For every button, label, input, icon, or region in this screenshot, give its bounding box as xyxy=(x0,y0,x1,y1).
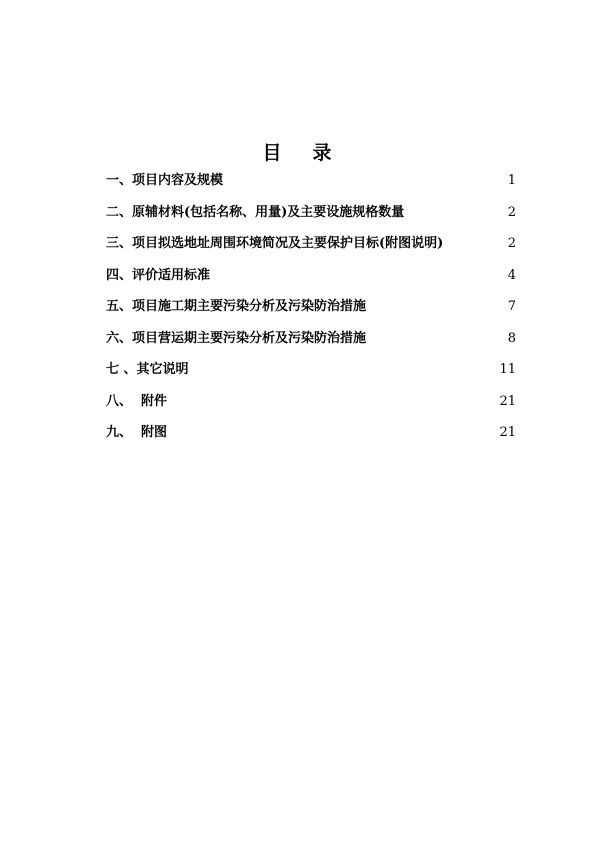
toc-entry-label: 四、评价适用标准 xyxy=(106,267,211,283)
toc-entry-label: 七 、其它说明 xyxy=(106,362,189,377)
toc-entry-6[interactable] xyxy=(106,328,516,360)
toc-entry-label: 三、项目拟选地址周围环境简况及主要保护目标(附图说明) xyxy=(106,236,444,251)
toc-entry-label: 二、原辅材料(包括名称、用量)及主要设施规格数量 xyxy=(106,204,405,220)
toc-entry-label: 六、项目营运期主要污染分析及污染防治措施 xyxy=(106,330,367,346)
toc-entry-page: 7 xyxy=(507,299,516,314)
toc-entry-1[interactable] xyxy=(106,170,516,202)
toc-entry-page: 11 xyxy=(499,362,516,377)
toc-entry-2[interactable] xyxy=(106,202,516,234)
toc-entry-label: 五、项目施工期主要污染分析及污染防治措施 xyxy=(106,299,367,314)
toc-entry-label: 九、 附图 xyxy=(106,425,168,440)
toc-entry-page: 4 xyxy=(507,267,516,283)
toc-entry-9[interactable] xyxy=(106,422,516,454)
toc-entry-label: 一、项目内容及规模 xyxy=(106,173,224,188)
toc-entry-page: 21 xyxy=(499,393,516,409)
toc-title-char-2: 录 xyxy=(312,142,333,164)
toc-entry-page: 8 xyxy=(507,330,516,346)
toc-entry-label: 八、 附件 xyxy=(106,393,168,409)
toc-entry-page: 2 xyxy=(507,204,516,220)
toc-entry-3[interactable] xyxy=(106,233,516,265)
toc-title xyxy=(0,138,595,165)
toc-title-char-1: 目 xyxy=(262,142,283,164)
toc-entry-5[interactable] xyxy=(106,296,516,328)
toc-list xyxy=(106,170,516,454)
toc-entry-page: 21 xyxy=(499,425,516,440)
toc-entry-page: 2 xyxy=(507,236,516,251)
toc-entry-4[interactable] xyxy=(106,265,516,297)
toc-entry-page: 1 xyxy=(507,173,516,188)
toc-entry-8[interactable] xyxy=(106,391,516,423)
toc-entry-7[interactable] xyxy=(106,359,516,391)
